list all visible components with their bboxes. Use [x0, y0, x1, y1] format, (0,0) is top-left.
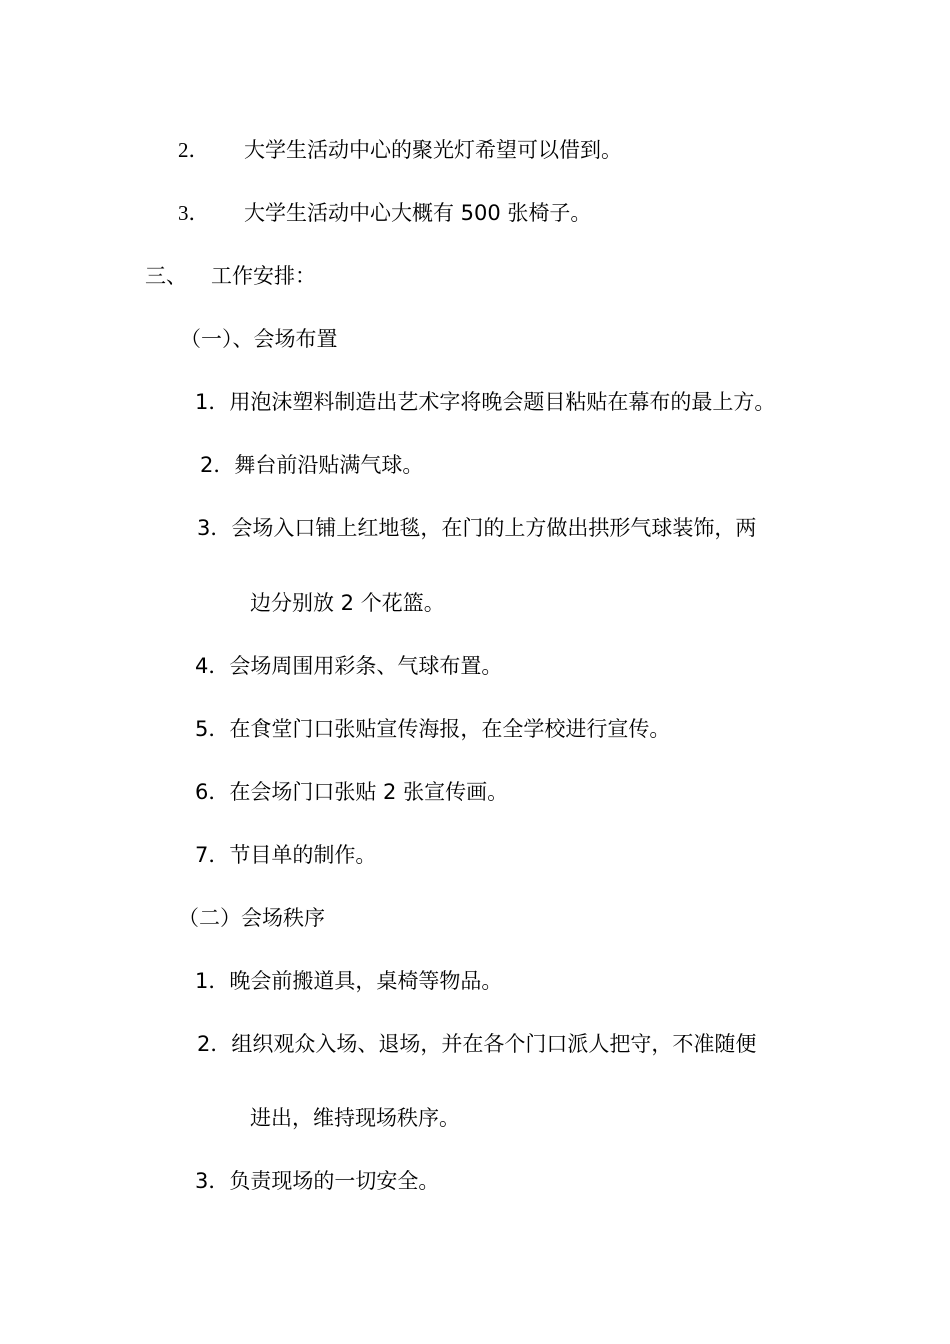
list-item: 2．舞台前沿贴满气球。	[200, 453, 424, 477]
list-item	[178, 136, 622, 164]
list-text: 大学生活动中心大概有 500 张椅子。	[244, 201, 592, 225]
section-heading	[145, 262, 316, 290]
list-item: 6．在会场门口张贴 2 张宣传画。	[195, 780, 509, 804]
subsection-heading: （二）会场秩序	[178, 906, 325, 930]
list-item-continuation: 进出，维持现场秩序。	[250, 1106, 460, 1130]
section-title: 工作安排：	[211, 264, 316, 288]
list-item: 3．会场入口铺上红地毯，在门的上方做出拱形气球装饰，两	[197, 516, 757, 540]
list-item: 4．会场周围用彩条、气球布置。	[195, 654, 503, 678]
list-item: 2．组织观众入场、退场，并在各个门口派人把守，不准随便	[197, 1032, 757, 1056]
subsection-heading: （一）、会场布置	[180, 327, 338, 351]
list-item-continuation: 边分别放 2 个花篮。	[250, 591, 445, 615]
list-item	[178, 199, 591, 227]
section-number: 三、	[145, 264, 187, 288]
list-item: 5．在食堂门口张贴宣传海报，在全学校进行宣传。	[195, 717, 671, 741]
list-item: 1．晚会前搬道具，桌椅等物品。	[195, 969, 503, 993]
list-item: 7．节目单的制作。	[195, 843, 377, 867]
list-number: 3．	[178, 201, 210, 225]
list-number: 2．	[178, 138, 210, 162]
list-item: 1．用泡沫塑料制造出艺术字将晚会题目粘贴在幕布的最上方。	[195, 390, 776, 414]
list-text: 大学生活动中心的聚光灯希望可以借到。	[244, 138, 622, 162]
list-item: 3．负责现场的一切安全。	[195, 1169, 440, 1193]
